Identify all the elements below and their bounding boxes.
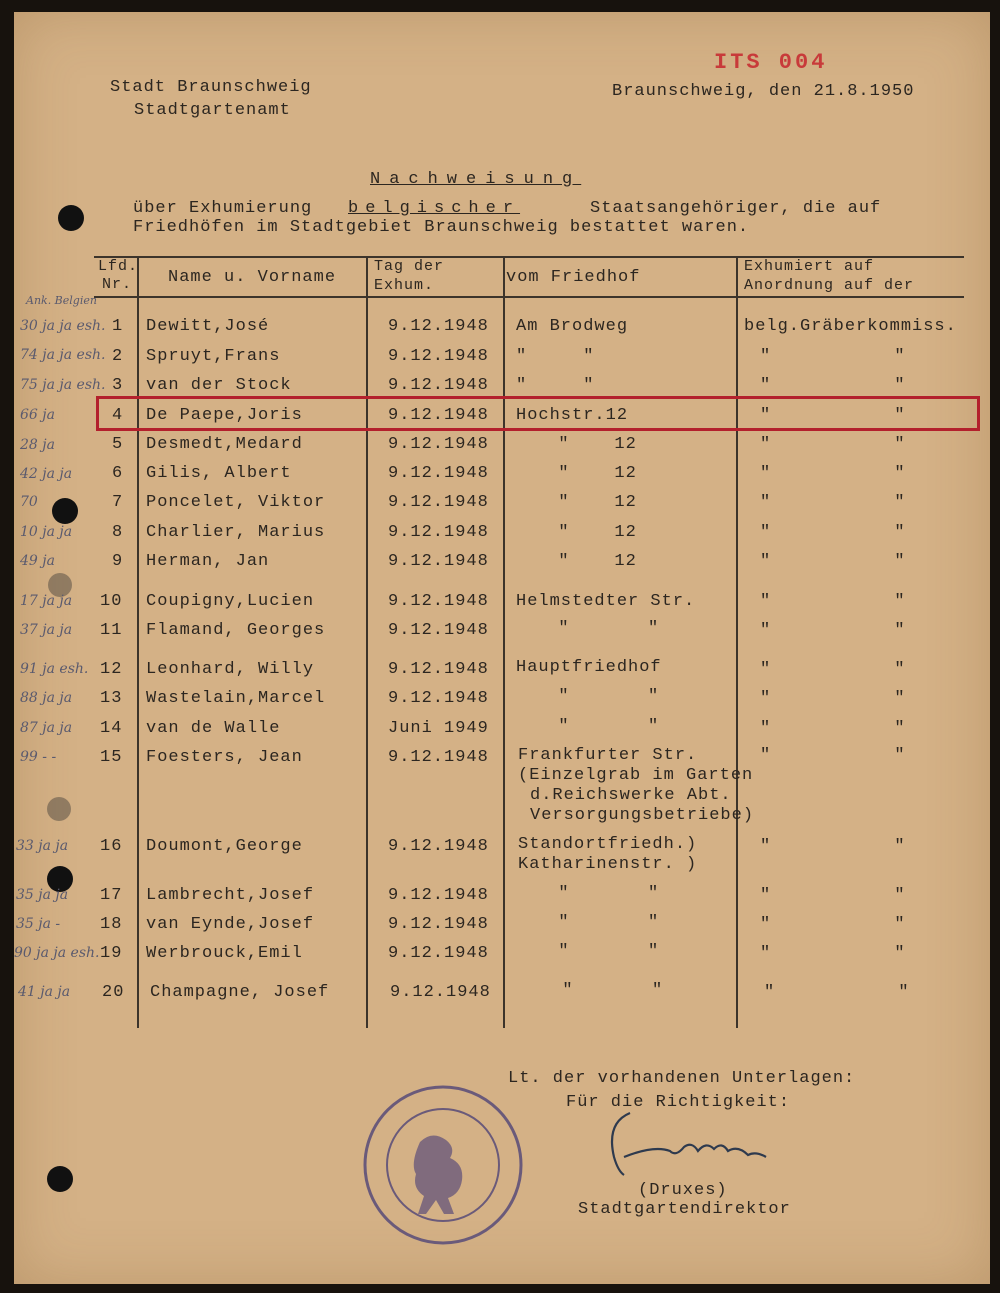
column-divider	[503, 256, 505, 1028]
row-cemetery: " "	[536, 619, 660, 638]
subtitle-end: Staatsangehöriger, die auf	[590, 199, 882, 218]
row-name: De Paepe,Joris	[146, 406, 303, 425]
row-number: 16	[100, 837, 123, 856]
margin-note: 99 - -	[20, 749, 57, 765]
row-cemetery: Frankfurter Str.	[518, 746, 698, 765]
row-cemetery: Standortfriedh.)	[518, 835, 698, 854]
row-name: Gilis, Albert	[146, 464, 292, 483]
row-name: van Eynde,Josef	[146, 915, 315, 934]
row-date: 9.12.1948	[388, 523, 489, 542]
margin-note: 88 ja ja	[20, 690, 73, 706]
margin-note: 37 ja ja	[20, 622, 73, 638]
row-cemetery: " 12	[536, 464, 637, 483]
row-date: 9.12.1948	[388, 317, 489, 336]
row-date: 9.12.1948	[388, 435, 489, 454]
row-number: 10	[100, 592, 123, 611]
row-name: Lambrecht,Josef	[146, 886, 315, 905]
row-number: 20	[102, 983, 125, 1002]
row-cemetery: " 12	[536, 523, 637, 542]
row-name: Doumont,George	[146, 837, 303, 856]
place-date: Braunschweig, den 21.8.1950	[612, 82, 915, 101]
row-exhumed-by: " "	[760, 406, 906, 425]
row-number: 4	[112, 406, 124, 425]
margin-note: 30 ja ja esh.	[20, 318, 106, 334]
col-header-cemetery: vom Friedhof	[506, 268, 641, 287]
row-number: 13	[100, 689, 123, 708]
row-exhumed-by: " "	[760, 944, 906, 963]
row-exhumed-by: " "	[760, 746, 906, 765]
issuer-office: Stadtgartenamt	[134, 101, 291, 120]
row-number: 11	[100, 621, 123, 640]
row-exhumed-by: " "	[760, 435, 906, 454]
row-exhumed-by: " "	[764, 983, 910, 1002]
row-name: Werbrouck,Emil	[146, 944, 303, 963]
row-name: Leonhard, Willy	[146, 660, 315, 679]
reference-number: ITS 004	[714, 50, 828, 75]
row-exhumed-by: " "	[760, 719, 906, 738]
row-date: 9.12.1948	[388, 944, 489, 963]
row-exhumed-by: " "	[760, 347, 906, 366]
row-cemetery: " "	[536, 884, 660, 903]
column-divider	[736, 256, 738, 1028]
row-name: van der Stock	[146, 376, 292, 395]
row-number: 9	[112, 552, 124, 571]
row-date: 9.12.1948	[390, 983, 491, 1002]
row-date: 9.12.1948	[388, 621, 489, 640]
margin-note: 75 ja ja esh.	[20, 377, 106, 393]
row-date: Juni 1949	[388, 719, 489, 738]
row-cemetery: " "	[536, 913, 660, 932]
row-name: Poncelet, Viktor	[146, 493, 326, 512]
row-name: Champagne, Josef	[150, 983, 330, 1002]
row-number: 14	[100, 719, 123, 738]
col-header-name: Name u. Vorname	[168, 268, 337, 287]
margin-note: 10 ja ja	[20, 524, 73, 540]
col-header-nr-2: Nr.	[102, 276, 133, 293]
margin-note: 87 ja ja	[20, 720, 73, 736]
row-number: 1	[112, 317, 124, 336]
margin-note: 91 ja esh.	[20, 661, 89, 677]
signer-name: (Druxes)	[638, 1181, 728, 1200]
row-date: 9.12.1948	[388, 689, 489, 708]
row-name: Charlier, Marius	[146, 523, 326, 542]
row-date: 9.12.1948	[388, 347, 489, 366]
row-cemetery: " 12	[536, 552, 637, 571]
row-date: 9.12.1948	[388, 886, 489, 905]
row-number: 7	[112, 493, 124, 512]
margin-note: 35 ja ja	[16, 887, 69, 903]
margin-note: 17 ja ja	[20, 593, 73, 609]
subtitle-line2: Friedhöfen im Stadtgebiet Braunschweig bestattet waren.	[133, 218, 750, 237]
row-exhumed-by: " "	[760, 660, 906, 679]
certification-line-2: Für die Richtigkeit:	[566, 1093, 791, 1112]
row-date: 9.12.1948	[388, 748, 489, 767]
row-cemetery: Hochstr.12	[516, 406, 629, 425]
row-cemetery-note: Katharinenstr. )	[518, 855, 698, 874]
row-cemetery: " "	[536, 942, 660, 961]
signer-title: Stadtgartendirektor	[578, 1200, 791, 1219]
row-name: Coupigny,Lucien	[146, 592, 315, 611]
margin-note: 35 ja -	[16, 916, 61, 932]
row-cemetery: " "	[516, 376, 595, 395]
row-number: 3	[112, 376, 124, 395]
signature	[600, 1105, 810, 1185]
margin-note: 74 ja ja esh.	[20, 347, 106, 363]
row-number: 19	[100, 944, 123, 963]
table-header-rule	[94, 296, 964, 298]
margin-note: 41 ja ja	[18, 984, 71, 1000]
row-exhumed-by: " "	[760, 886, 906, 905]
punch-hole	[58, 205, 84, 231]
row-name: Spruyt,Frans	[146, 347, 281, 366]
row-cemetery-note: Versorgungsbetriebe)	[530, 806, 755, 825]
row-exhumed-by: " "	[760, 552, 906, 571]
row-number: 15	[100, 748, 123, 767]
punch-hole	[47, 1166, 73, 1192]
row-number: 5	[112, 435, 124, 454]
row-name: van de Walle	[146, 719, 281, 738]
row-exhumed-by: belg.Gräberkommiss.	[744, 317, 957, 336]
row-cemetery: Helmstedter Str.	[516, 592, 696, 611]
row-cemetery: Hauptfriedhof	[516, 658, 662, 677]
row-exhumed-by: " "	[760, 621, 906, 640]
margin-note: 66 ja	[20, 407, 55, 423]
row-cemetery: " "	[540, 981, 664, 1000]
row-cemetery: Am Brodweg	[516, 317, 629, 336]
row-cemetery: " "	[536, 717, 660, 736]
row-exhumed-by: " "	[760, 837, 906, 856]
punch-hole-shadow	[47, 797, 71, 821]
certification-line: Lt. der vorhandenen Unterlagen:	[508, 1069, 856, 1088]
col-header-exhumed: Exhumiert auf	[744, 258, 875, 275]
row-date: 9.12.1948	[388, 592, 489, 611]
row-number: 17	[100, 886, 123, 905]
row-date: 9.12.1948	[388, 493, 489, 512]
margin-note: 42 ja ja	[20, 466, 73, 482]
margin-note: 49 ja	[20, 553, 55, 569]
column-divider	[137, 256, 139, 1028]
row-exhumed-by: " "	[760, 915, 906, 934]
row-exhumed-by: " "	[760, 376, 906, 395]
row-name: Herman, Jan	[146, 552, 270, 571]
row-exhumed-by: " "	[760, 592, 906, 611]
row-cemetery-note: d.Reichswerke Abt.	[530, 786, 732, 805]
row-cemetery: " 12	[536, 493, 637, 512]
highlighted-row-frame	[96, 396, 980, 431]
row-exhumed-by: " "	[760, 689, 906, 708]
column-divider	[366, 256, 368, 1028]
col-header-date: Tag der	[374, 258, 445, 275]
row-exhumed-by: " "	[760, 464, 906, 483]
row-date: 9.12.1948	[388, 464, 489, 483]
margin-note: 28 ja	[20, 437, 55, 453]
row-name: Dewitt,José	[146, 317, 270, 336]
subtitle-emphasis: belgischer	[348, 199, 521, 218]
margin-note: 70	[20, 494, 38, 510]
row-date: 9.12.1948	[388, 406, 489, 425]
row-name: Desmedt,Medard	[146, 435, 303, 454]
margin-note: 33 ja ja	[16, 838, 69, 854]
document-title: Nachweisung	[370, 170, 582, 189]
row-number: 12	[100, 660, 123, 679]
punch-hole	[52, 498, 78, 524]
row-number: 6	[112, 464, 124, 483]
row-cemetery: " "	[536, 687, 660, 706]
row-date: 9.12.1948	[388, 660, 489, 679]
margin-note-header: Ank. Belgien	[26, 294, 97, 307]
row-name: Foesters, Jean	[146, 748, 303, 767]
row-date: 9.12.1948	[388, 837, 489, 856]
subtitle-start: über Exhumierung	[133, 199, 313, 218]
row-cemetery-note: (Einzelgrab im Garten	[518, 766, 754, 785]
row-number: 2	[112, 347, 124, 366]
col-header-exhumed-2: Anordnung auf der	[744, 277, 915, 294]
row-number: 18	[100, 915, 123, 934]
row-exhumed-by: " "	[760, 493, 906, 512]
row-name: Flamand, Georges	[146, 621, 326, 640]
row-cemetery: " "	[516, 347, 595, 366]
row-date: 9.12.1948	[388, 376, 489, 395]
row-date: 9.12.1948	[388, 915, 489, 934]
row-date: 9.12.1948	[388, 552, 489, 571]
col-header-nr: Lfd.	[98, 258, 139, 275]
row-name: Wastelain,Marcel	[146, 689, 326, 708]
col-header-date-2: Exhum.	[374, 277, 435, 294]
row-number: 8	[112, 523, 124, 542]
margin-note: 90 ja ja esh.	[14, 945, 100, 961]
official-stamp	[360, 1082, 526, 1248]
row-cemetery: " 12	[536, 435, 637, 454]
issuer-city: Stadt Braunschweig	[110, 78, 312, 97]
row-exhumed-by: " "	[760, 523, 906, 542]
